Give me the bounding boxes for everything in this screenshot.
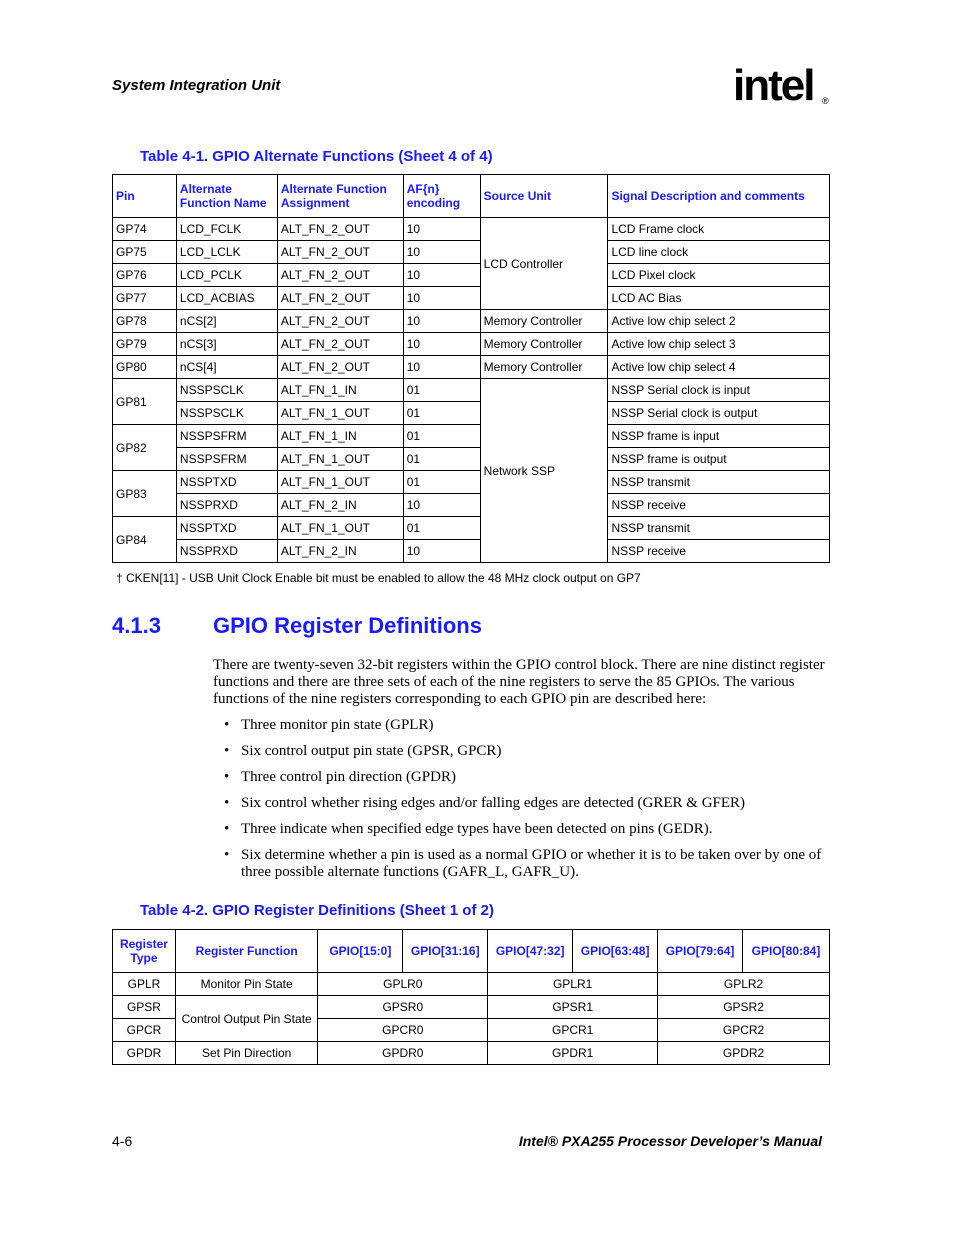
col-header-gpio-63-48: GPIO[63:48]: [573, 930, 658, 973]
gpio-register-defs-table: [112, 929, 830, 1065]
cell-reg2: GPCR2: [658, 1019, 830, 1042]
table-row: [113, 1042, 830, 1065]
cell-assign: ALT_FN_2_OUT: [277, 310, 403, 333]
table-row: [113, 425, 830, 448]
cell-desc: NSSP frame is input: [608, 425, 830, 448]
cell-enc: 01: [403, 517, 480, 540]
cell-assign: ALT_FN_1_OUT: [277, 471, 403, 494]
cell-desc: Active low chip select 4: [608, 356, 830, 379]
col-header-gpio-31-16: GPIO[31:16]: [403, 930, 488, 973]
cell-desc: LCD Pixel clock: [608, 264, 830, 287]
cell-assign: ALT_FN_1_OUT: [277, 402, 403, 425]
cell-enc: 01: [403, 471, 480, 494]
cell-assign: ALT_FN_2_OUT: [277, 287, 403, 310]
register-bullet-list: [224, 717, 834, 890]
cell-desc: NSSP transmit: [608, 517, 830, 540]
cell-reg0: GPSR0: [318, 996, 488, 1019]
cell-enc: 10: [403, 310, 480, 333]
table-row: [113, 517, 830, 540]
cell-pin: GP79: [113, 333, 177, 356]
table-row: [113, 310, 830, 333]
cell-enc: 10: [403, 333, 480, 356]
cell-desc: NSSP receive: [608, 494, 830, 517]
table-row: [113, 996, 830, 1019]
cell-func: Monitor Pin State: [175, 973, 317, 996]
cell-name: NSSPRXD: [176, 494, 277, 517]
cell-desc: NSSP Serial clock is output: [608, 402, 830, 425]
cell-assign: ALT_FN_1_IN: [277, 425, 403, 448]
cell-reg1: GPSR1: [488, 996, 658, 1019]
cell-unit-nssp: Network SSP: [480, 379, 608, 563]
cell-desc: LCD AC Bias: [608, 287, 830, 310]
cell-func-control: Control Output Pin State: [175, 996, 317, 1042]
cell-assign: ALT_FN_2_OUT: [277, 241, 403, 264]
table-row: [113, 356, 830, 379]
cell-assign: ALT_FN_2_IN: [277, 494, 403, 517]
table-row: [113, 540, 830, 563]
registered-mark: ®: [822, 96, 829, 106]
cell-name: nCS[4]: [176, 356, 277, 379]
table2-caption: Table 4-2. GPIO Register Definitions (Sheet 1 of 2): [140, 902, 494, 919]
cell-name: NSSPTXD: [176, 471, 277, 494]
cell-desc: NSSP receive: [608, 540, 830, 563]
cell-reg1: GPCR1: [488, 1019, 658, 1042]
cell-reg2: GPLR2: [658, 973, 830, 996]
section-title: GPIO Register Definitions: [213, 613, 482, 638]
cell-pin: GP76: [113, 264, 177, 287]
page-number: 4-6: [112, 1133, 133, 1149]
cell-name: NSSPTXD: [176, 517, 277, 540]
cell-name: NSSPSCLK: [176, 402, 277, 425]
col-header-register-function: Register Function: [175, 930, 317, 973]
cell-unit-lcd: LCD Controller: [480, 218, 608, 310]
cell-type: GPCR: [113, 1019, 176, 1042]
cell-reg2: GPDR2: [658, 1042, 830, 1065]
cell-desc: NSSP Serial clock is input: [608, 379, 830, 402]
cell-reg1: GPLR1: [488, 973, 658, 996]
cell-name: NSSPSCLK: [176, 379, 277, 402]
cell-name: NSSPSFRM: [176, 448, 277, 471]
table-row: [113, 402, 830, 425]
table2-header-row: [113, 930, 830, 973]
cell-pin: GP82: [113, 425, 177, 471]
list-item: • Six control whether rising edges and/or falling edges are detected (GRER & GFER): [224, 795, 834, 812]
cell-name: nCS[2]: [176, 310, 277, 333]
cell-desc: LCD Frame clock: [608, 218, 830, 241]
cell-enc: 10: [403, 287, 480, 310]
cell-pin: GP75: [113, 241, 177, 264]
table-row: [113, 264, 830, 287]
col-header-register-type: Register Type: [113, 930, 176, 973]
cell-pin: GP81: [113, 379, 177, 425]
cell-unit: Memory Controller: [480, 333, 608, 356]
list-item: • Three control pin direction (GPDR): [224, 769, 834, 786]
col-header-encoding: AF{n} encoding: [403, 175, 480, 218]
cell-enc: 10: [403, 494, 480, 517]
cell-unit: Memory Controller: [480, 356, 608, 379]
list-item: • Six determine whether a pin is used as a normal GPIO or whether it is to be taken over by one of three possible alternate functions (GAFR_L, GAFR_U).: [224, 847, 834, 881]
col-header-gpio-80-84: GPIO[80:84]: [743, 930, 830, 973]
cell-type: GPDR: [113, 1042, 176, 1065]
section-paragraph: There are twenty-seven 32-bit registers within the GPIO control block. There are nine distinct register functions and there are three sets of each of the nine registers to serve the 85 GPIOs. The various functions of the nine registers corresponding to each GPIO pin are described here:: [213, 657, 825, 707]
cell-name: nCS[3]: [176, 333, 277, 356]
cell-name: LCD_LCLK: [176, 241, 277, 264]
table-row: [113, 494, 830, 517]
cell-enc: 10: [403, 540, 480, 563]
cell-assign: ALT_FN_2_OUT: [277, 333, 403, 356]
cell-reg0: GPDR0: [318, 1042, 488, 1065]
table-row: [113, 241, 830, 264]
cell-reg2: GPSR2: [658, 996, 830, 1019]
cell-pin: GP84: [113, 517, 177, 563]
cell-enc: 01: [403, 402, 480, 425]
cell-name: LCD_ACBIAS: [176, 287, 277, 310]
col-header-alt-name: Alternate Function Name: [176, 175, 277, 218]
cell-pin: GP80: [113, 356, 177, 379]
cell-name: NSSPRXD: [176, 540, 277, 563]
logo-wordmark: intel: [733, 61, 814, 110]
col-header-gpio-79-64: GPIO[79:64]: [658, 930, 743, 973]
cell-enc: 10: [403, 218, 480, 241]
cell-desc: NSSP transmit: [608, 471, 830, 494]
table-row: [113, 287, 830, 310]
table-row: [113, 448, 830, 471]
list-item: • Six control output pin state (GPSR, GPCR): [224, 743, 834, 760]
cell-pin: GP77: [113, 287, 177, 310]
table1-footnote: † CKEN[11] - USB Unit Clock Enable bit must be enabled to allow the 48 MHz clock output on GP7: [116, 571, 641, 585]
cell-enc: 10: [403, 241, 480, 264]
table-row: [113, 471, 830, 494]
col-header-source-unit: Source Unit: [480, 175, 608, 218]
cell-func: Set Pin Direction: [175, 1042, 317, 1065]
col-header-gpio-15-0: GPIO[15:0]: [318, 930, 403, 973]
cell-enc: 10: [403, 264, 480, 287]
list-item: • Three indicate when specified edge types have been detected on pins (GEDR).: [224, 821, 834, 838]
cell-desc: Active low chip select 3: [608, 333, 830, 356]
running-header: System Integration Unit: [112, 77, 281, 94]
manual-title: Intel® PXA255 Processor Developer’s Manual: [518, 1133, 822, 1149]
cell-type: GPSR: [113, 996, 176, 1019]
cell-assign: ALT_FN_1_IN: [277, 379, 403, 402]
cell-name: LCD_PCLK: [176, 264, 277, 287]
cell-name: LCD_FCLK: [176, 218, 277, 241]
table-row: [113, 333, 830, 356]
list-item: • Three monitor pin state (GPLR): [224, 717, 834, 734]
cell-desc: LCD line clock: [608, 241, 830, 264]
cell-desc: NSSP frame is output: [608, 448, 830, 471]
cell-assign: ALT_FN_2_OUT: [277, 264, 403, 287]
gpio-alt-functions-table: [112, 174, 830, 563]
col-header-alt-assign: Alternate Function Assignment: [277, 175, 403, 218]
cell-assign: ALT_FN_2_IN: [277, 540, 403, 563]
cell-assign: ALT_FN_1_OUT: [277, 448, 403, 471]
cell-type: GPLR: [113, 973, 176, 996]
cell-reg1: GPDR1: [488, 1042, 658, 1065]
cell-pin: GP74: [113, 218, 177, 241]
cell-enc: 01: [403, 448, 480, 471]
section-number: 4.1.3: [112, 613, 161, 638]
table1-header-row: [113, 175, 830, 218]
cell-enc: 10: [403, 356, 480, 379]
cell-assign: ALT_FN_2_OUT: [277, 218, 403, 241]
col-header-pin: Pin: [113, 175, 177, 218]
cell-desc: Active low chip select 2: [608, 310, 830, 333]
table-row: [113, 218, 830, 241]
col-header-gpio-47-32: GPIO[47:32]: [488, 930, 573, 973]
table-row: [113, 379, 830, 402]
cell-pin: GP78: [113, 310, 177, 333]
cell-assign: ALT_FN_2_OUT: [277, 356, 403, 379]
cell-name: NSSPSFRM: [176, 425, 277, 448]
cell-pin: GP83: [113, 471, 177, 517]
cell-enc: 01: [403, 425, 480, 448]
table-row: [113, 973, 830, 996]
cell-assign: ALT_FN_1_OUT: [277, 517, 403, 540]
cell-unit: Memory Controller: [480, 310, 608, 333]
cell-enc: 01: [403, 379, 480, 402]
cell-reg0: GPCR0: [318, 1019, 488, 1042]
col-header-signal-desc: Signal Description and comments: [608, 175, 830, 218]
table1-caption: Table 4-1. GPIO Alternate Functions (Sheet 4 of 4): [140, 148, 493, 165]
intel-logo: [733, 60, 833, 118]
cell-reg0: GPLR0: [318, 973, 488, 996]
